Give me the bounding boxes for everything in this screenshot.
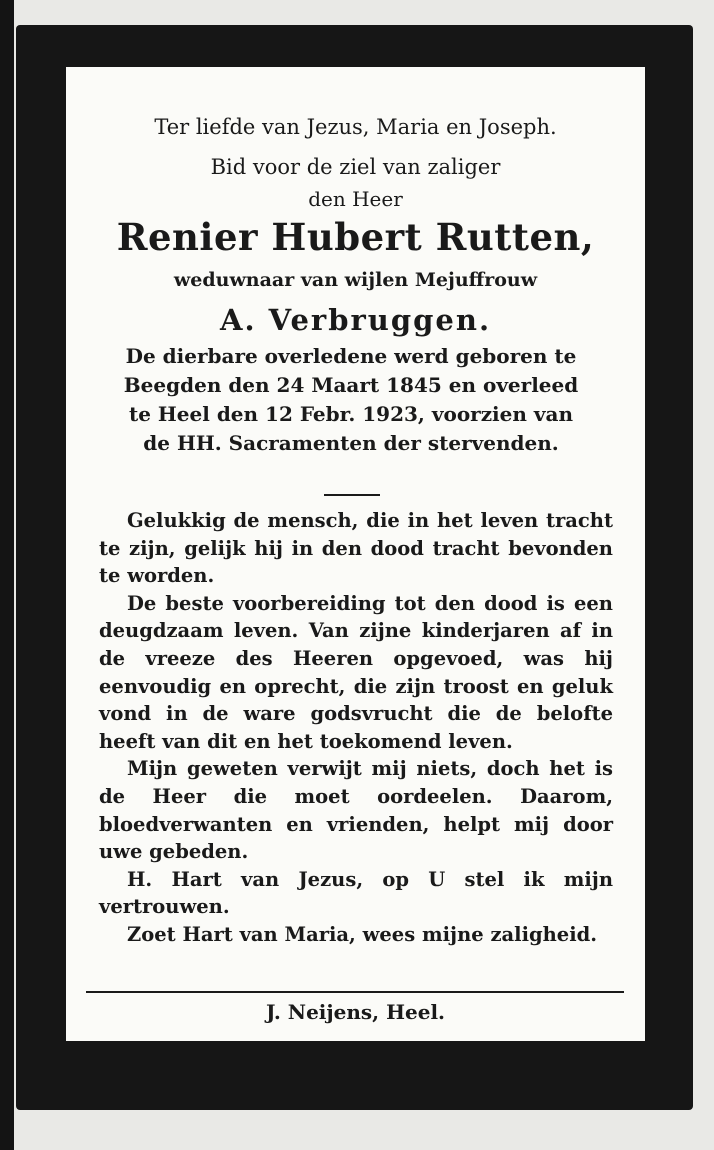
paragraph: Gelukkig de mensch, die in het leven tracht te zijn, gelijk hij in den dood tracht bevonden te worden. xyxy=(99,509,613,588)
deceased-name: Renier Hubert Rutten, xyxy=(116,215,595,259)
divider-long xyxy=(86,991,624,993)
divider-short xyxy=(324,494,380,496)
spouse-name: A. Verbruggen. xyxy=(219,303,492,337)
honorific: den Heer xyxy=(308,187,403,211)
widower-line: weduwnaar van wijlen Mejuffrouw xyxy=(173,269,538,291)
left-edge-shadow xyxy=(0,0,14,1150)
prayer-request: Bid voor de ziel van zaliger xyxy=(210,155,501,179)
biography: De dierbare overledene werd geboren te Beegden den 24 Maart 1845 en overleed te Heel den 12 Febr. 1923, voorzien van de HH. Sacramenten der stervenden. xyxy=(123,344,579,455)
paragraph: De beste voorbereiding tot den dood is een deugdzaam leven. Van zijne kinderjaren af in de vreeze des Heeren opgevoed, was hij eenvoudig en oprecht, die zijn troost en geluk vond in de ware godsvrucht die de belofte heeft van dit en het toekomend leven. xyxy=(99,591,613,753)
paragraph: Zoet Hart van Maria, wees mijne zaligheid. xyxy=(127,922,598,946)
memorial-card xyxy=(66,67,645,1041)
printer-credit: J. Neijens, Heel. xyxy=(265,1000,446,1024)
paragraph: Mijn geweten verwijt mij niets, doch het is de Heer die moet oordeelen. Daarom, bloedverwanten en vrienden, helpt mij door uwe gebeden. xyxy=(99,757,613,864)
dedication-line: Ter liefde van Jezus, Maria en Joseph. xyxy=(154,115,557,139)
devotional-text xyxy=(99,507,613,949)
paragraph: H. Hart van Jezus, op U stel ik mijn vertrouwen. xyxy=(99,867,613,919)
